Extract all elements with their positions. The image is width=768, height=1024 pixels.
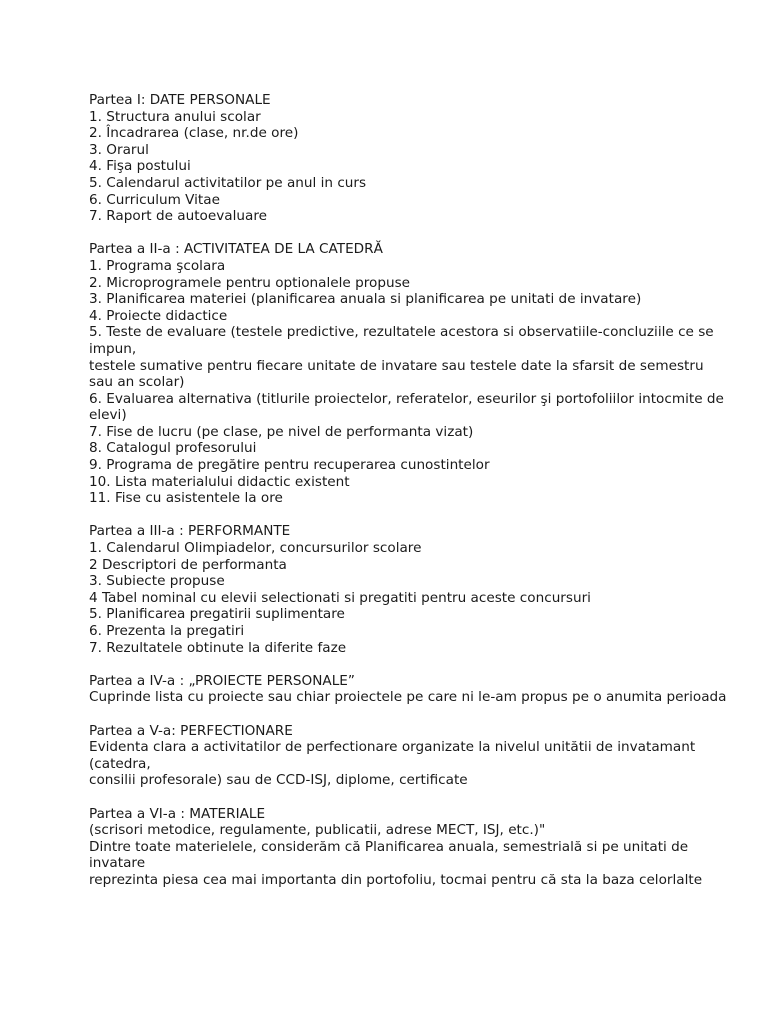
section-heading: Partea I: DATE PERSONALE <box>89 92 271 108</box>
section-heading: Partea a V-a: PERFECTIONARE <box>89 722 293 739</box>
section-paragraph: Dintre toate materielele, considerăm că Planificarea anuala, semestrială si pe unitati de invatare <box>89 838 689 872</box>
list-item: 1. Programa şcolara <box>89 257 226 274</box>
list-item-continuation: testele sumative pentru fiecare unitate de invatare sau testele date la sfarsit de semestru sau an scolar) <box>89 357 704 391</box>
section-date-personale <box>89 92 729 225</box>
document-page <box>89 92 729 905</box>
list-item: 4. Proiecte didactice <box>89 307 228 324</box>
section-paragraph: (scrisori metodice, regulamente, publicatii, adrese MECT, ISJ, etc.)" <box>89 822 546 839</box>
list-item: 1. Calendarul Olimpiadelor, concursurilor scolare <box>89 540 422 557</box>
list-item: 5. Teste de evaluare (testele predictive, rezultatele acestora si observatiile-concluziile ce se impun, <box>89 324 714 357</box>
section-paragraph: Cuprinde lista cu proiecte sau chiar proiectele pe care ni le-am propus pe o anumita perioada <box>89 689 727 706</box>
list-item: 2. Microprogramele pentru optionalele propuse <box>89 274 411 291</box>
section-proiecte-personale <box>89 673 729 706</box>
list-item: 5. Calendarul activitatilor pe anul in curs <box>89 174 367 191</box>
list-item: 3. Planificarea materiei (planificarea anuala si planificarea pe unitati de invatare) <box>89 291 642 308</box>
section-activitatea-catedra <box>89 241 729 507</box>
list-item: 8. Catalogul profesorului <box>89 440 257 457</box>
list-item: 1. Structura anului scolar <box>89 108 261 125</box>
section-paragraph: reprezinta piesa cea mai importanta din portofoliu, tocmai pentru că sta la baza celorlalte <box>89 871 703 888</box>
section-materiale <box>89 806 729 889</box>
section-performante <box>89 523 729 656</box>
list-item: 5. Planificarea pregatirii suplimentare <box>89 606 345 623</box>
list-item: 4. Fişa postului <box>89 158 191 175</box>
section-heading: Partea a II-a : ACTIVITATEA DE LA CATEDRĂ <box>89 241 383 258</box>
list-item: 11. Fise cu asistentele la ore <box>89 490 283 507</box>
list-item: 2. Încadrarea (clase, nr.de ore) <box>89 125 299 142</box>
list-item: 6. Evaluarea alternativa (titlurile proiectelor, referatelor, eseurilor şi portofoliilor intocmite de elevi) <box>89 390 724 424</box>
list-item: 6. Prezenta la pregatiri <box>89 623 245 639</box>
list-item: 3. Subiecte propuse <box>89 573 225 590</box>
list-item: 10. Lista materialului didactic existent <box>89 473 350 490</box>
section-heading: Partea a VI-a : MATERIALE <box>89 805 266 822</box>
list-item: 6. Curriculum Vitae <box>89 191 220 208</box>
list-item: 9. Programa de pregătire pentru recuperarea cunostintelor <box>89 457 490 474</box>
section-heading: Partea a III-a : PERFORMANTE <box>89 523 291 540</box>
list-item: 7. Rezultatele obtinute la diferite faze <box>89 639 347 656</box>
list-item: 3. Orarul <box>89 141 149 158</box>
list-item: 7. Raport de autoevaluare <box>89 208 267 225</box>
list-item: 7. Fise de lucru (pe clase, pe nivel de performanta vizat) <box>89 423 474 440</box>
section-heading: Partea a IV-a : „PROIECTE PERSONALE” <box>89 672 355 689</box>
section-paragraph: consilii profesorale) sau de CCD-ISJ, diplome, certificate <box>89 772 468 789</box>
section-perfectionare <box>89 723 729 789</box>
list-item: 2 Descriptori de performanta <box>89 556 287 573</box>
list-item: 4 Tabel nominal cu elevii selectionati si pregatiti pentru aceste concursuri <box>89 589 591 606</box>
section-paragraph: Evidenta clara a activitatilor de perfectionare organizate la nivelul unitătii de invatamant (catedra, <box>89 739 696 772</box>
